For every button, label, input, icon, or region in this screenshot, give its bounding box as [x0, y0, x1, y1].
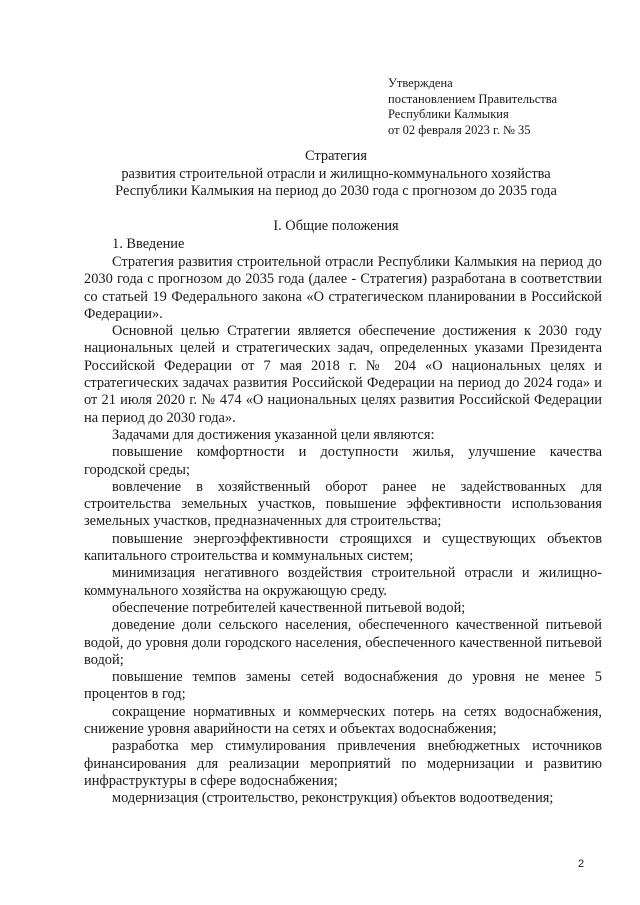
approval-line: от 02 февраля 2023 г. № 35: [388, 122, 531, 137]
section-heading: I. Общие положения: [273, 218, 399, 234]
paragraph: повышение энергоэффективности строящихся и существующих объектов капитального строительства и коммунальных систем;: [84, 530, 602, 565]
paragraph: доведение доли сельского населения, обеспеченного качественной питьевой водой, до уровня доли городского населения, обеспеченного качественной питьевой водой;: [84, 617, 602, 668]
paragraph: сокращение нормативных и коммерческих потерь на сетях водоснабжения, снижение уровня аварийности на сетях и объектах водоснабжения;: [84, 703, 602, 738]
approval-stamp: [388, 76, 618, 138]
paragraph: Стратегия развития строительной отрасли Республики Калмыкия на период до 2030 года с прогнозом до 2035 года (далее - Стратегия) разработана в соответствии со статьей 19 Федерального закона «О стратегическом планировании в Российской Федерации».: [84, 254, 602, 322]
approval-line: Утверждена: [388, 76, 453, 90]
paragraph: обеспечение потребителей качественной питьевой водой;: [112, 599, 466, 616]
paragraph: повышение темпов замены сетей водоснабжения до уровня не менее 5 процентов в год;: [84, 669, 602, 703]
title-line: Республики Калмыкия на период до 2030 года с прогнозом до 2035 года: [115, 183, 557, 199]
document-title: [60, 148, 612, 201]
paragraph: Задачами для достижения указанной цели являются:: [112, 426, 435, 443]
paragraph: Основной целью Стратегии является обеспечение достижения к 2030 году национальных целей и стратегических задач, определенных указами Президента Российской Федерации от 7 мая 2018 г. № 204 «О национальных целях и стратегических задачах развития Российской Федерации на период до 2024 года» и от 21 июля 2020 г. № 474 «О национальных целях развития Российской Федерации на период до 2030 года».: [84, 323, 602, 426]
title-line: развития строительной отрасли и жилищно-коммунального хозяйства: [121, 165, 551, 182]
approval-line: Республики Калмыкия: [388, 107, 509, 121]
title-line: Стратегия: [305, 148, 367, 164]
paragraph: модернизация (строительство, реконструкция) объектов водоотведения;: [112, 790, 554, 807]
sub-heading: 1. Введение: [112, 236, 185, 252]
approval-line: постановлением Правительства: [388, 91, 558, 106]
paragraph: минимизация негативного воздействия строительной отрасли и жилищно-коммунального хозяйства на окружающую среду.: [84, 565, 602, 599]
body-text: [84, 254, 602, 808]
paragraph: разработка мер стимулирования привлечения внебюджетных источников финансирования для реализации мероприятий по модернизации и развитию инфраструктуры в сфере водоснабжения;: [84, 738, 602, 789]
paragraph: вовлечение в хозяйственный оборот ранее не задействованных для строительства земельных участков, повышение эффективности использования земельных участков, предназначенных для строительства;: [84, 478, 602, 530]
page-number: 2: [578, 858, 585, 870]
paragraph: повышение комфортности и доступности жилья, улучшение качества городской среды;: [84, 444, 602, 478]
